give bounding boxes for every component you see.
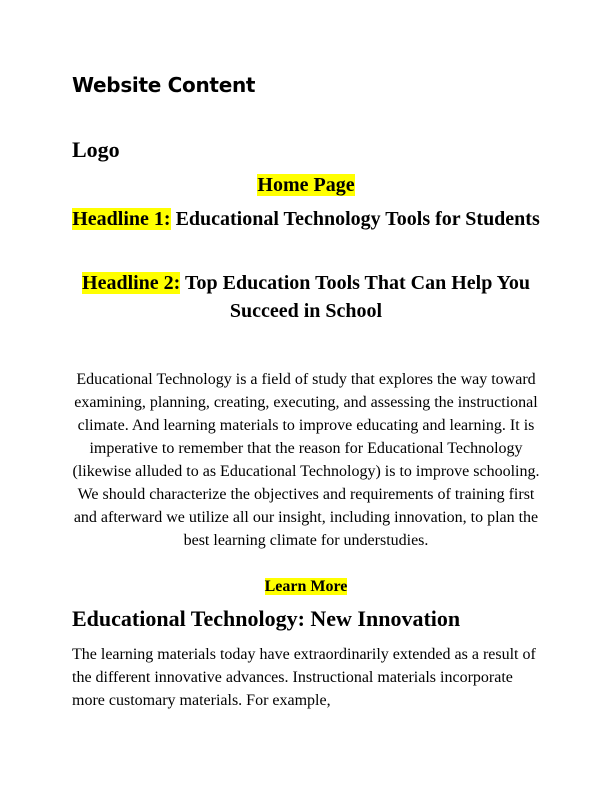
section-body: The learning materials today have extraordinarily extended as a result of the different innovative advances. Instructional materials incorporate more customary materials. For example, — [72, 646, 536, 709]
learn-more-button[interactable] — [72, 575, 540, 599]
headline-2-label: Headline 2: — [82, 272, 181, 294]
section-heading: Educational Technology: New Innovation — [72, 606, 461, 631]
learn-more-label[interactable]: Learn More — [264, 578, 348, 595]
home-page-label — [72, 171, 540, 199]
headline-1-text: Educational Technology Tools for Students — [175, 208, 540, 230]
headline-1-label: Headline 1: — [72, 208, 171, 230]
headline-2-text: Top Education Tools That Can Help You Succeed in School — [185, 272, 530, 322]
intro-paragraph: Educational Technology is a field of study that explores the way toward examining, planning, creating, executing, and assessing the instructional climate. And learning materials to improve educating and learning. It is imperative to remember that the reason for Educational Technology (likewise alluded to as Educational Technology) is to improve schooling. We should characterize the objectives and requirements of training first and afterward we utilize all our insight, including innovation, to plan the best learning climate for understudies. — [72, 371, 540, 549]
home-page-highlight: Home Page — [257, 174, 355, 196]
logo-label: Logo — [72, 137, 120, 162]
headline-2 — [72, 269, 540, 325]
document-title: Website Content — [72, 73, 256, 97]
headline-1 — [72, 205, 540, 233]
